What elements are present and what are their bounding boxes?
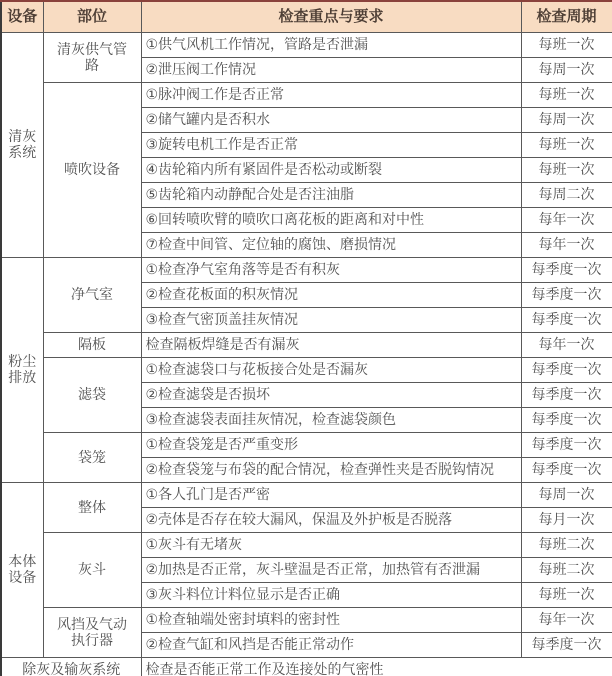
table-row-footer — [1, 658, 612, 676]
table-row — [1, 33, 612, 58]
requirement-cell: ②检查气缸和风挡是否能正常动作 — [141, 633, 521, 658]
footer-requirement-cell: 检查是否能正常工作及连接处的气密性 — [141, 658, 612, 676]
requirement-cell: ①检查袋笼是否严重变形 — [141, 433, 521, 458]
period-cell: 每季度一次 — [521, 283, 612, 308]
period-cell: 每季度一次 — [521, 633, 612, 658]
col-header-equipment: 设备 — [1, 1, 43, 33]
period-cell: 每班一次 — [521, 158, 612, 183]
period-cell: 每季度一次 — [521, 308, 612, 333]
table-row — [1, 83, 612, 108]
table-row — [1, 258, 612, 283]
part-cell: 净气室 — [43, 258, 141, 333]
period-cell: 每年一次 — [521, 208, 612, 233]
part-cell: 风挡及气动执行器 — [43, 608, 141, 658]
requirement-cell: ②加热是否正常，灰斗壁温是否正常，加热管有否泄漏 — [141, 558, 521, 583]
period-cell: 每月一次 — [521, 508, 612, 533]
requirement-cell: ②储气罐内是否积水 — [141, 108, 521, 133]
period-cell: 每班一次 — [521, 33, 612, 58]
inspection-table-header — [1, 1, 612, 33]
period-cell: 每班一次 — [521, 583, 612, 608]
requirement-cell: ③灰斗料位计料位显示是否正确 — [141, 583, 521, 608]
period-cell: 每季度一次 — [521, 433, 612, 458]
requirement-cell: ⑥回转喷吹臂的喷吹口离花板的距离和对中性 — [141, 208, 521, 233]
part-cell: 滤袋 — [43, 358, 141, 433]
col-header-part: 部位 — [43, 1, 141, 33]
part-cell: 喷吹设备 — [43, 83, 141, 258]
inspection-table-body — [1, 33, 612, 676]
requirement-cell: ③检查气密顶盖挂灰情况 — [141, 308, 521, 333]
requirement-cell: ①检查滤袋口与花板接合处是否漏灰 — [141, 358, 521, 383]
requirement-cell: ②检查花板面的积灰情况 — [141, 283, 521, 308]
part-cell: 袋笼 — [43, 433, 141, 483]
table-row — [1, 533, 612, 558]
period-cell: 每季度一次 — [521, 258, 612, 283]
period-cell: 每班一次 — [521, 133, 612, 158]
part-cell: 灰斗 — [43, 533, 141, 608]
part-cell: 清灰供气管路 — [43, 33, 141, 83]
requirement-cell: ⑦检查中间管、定位轴的腐蚀、磨损情况 — [141, 233, 521, 258]
table-row — [1, 358, 612, 383]
requirement-cell: ③旋转电机工作是否正常 — [141, 133, 521, 158]
requirement-cell: ①脉冲阀工作是否正常 — [141, 83, 521, 108]
equipment-group-cell: 粉尘排放 — [1, 258, 43, 483]
period-cell: 每周二次 — [521, 183, 612, 208]
requirement-cell: ②检查袋笼与布袋的配合情况，检查弹性夹是否脱钩情况 — [141, 458, 521, 483]
requirement-cell: ②泄压阀工作情况 — [141, 58, 521, 83]
part-cell: 整体 — [43, 483, 141, 533]
table-row — [1, 483, 612, 508]
period-cell: 每季度一次 — [521, 408, 612, 433]
requirement-cell: ⑤齿轮箱内动静配合处是否注油脂 — [141, 183, 521, 208]
period-cell: 每周一次 — [521, 108, 612, 133]
requirement-cell: ①供气风机工作情况，管路是否泄漏 — [141, 33, 521, 58]
part-cell: 隔板 — [43, 333, 141, 358]
requirement-cell: ①检查净气室角落等是否有积灰 — [141, 258, 521, 283]
period-cell: 每班二次 — [521, 558, 612, 583]
col-header-period: 检查周期 — [521, 1, 612, 33]
period-cell: 每季度一次 — [521, 358, 612, 383]
period-cell: 每季度一次 — [521, 383, 612, 408]
table-row — [1, 608, 612, 633]
period-cell: 每年一次 — [521, 233, 612, 258]
period-cell: 每周一次 — [521, 58, 612, 83]
requirement-cell: ②壳体是否存在较大漏风，保温及外护板是否脱落 — [141, 508, 521, 533]
footer-system-cell: 除灰及输灰系统 — [1, 658, 141, 676]
table-row — [1, 333, 612, 358]
period-cell: 每班二次 — [521, 533, 612, 558]
col-header-requirement: 检查重点与要求 — [141, 1, 521, 33]
requirement-cell: ①各人孔门是否严密 — [141, 483, 521, 508]
requirement-cell: ④齿轮箱内所有紧固件是否松动或断裂 — [141, 158, 521, 183]
period-cell: 每年一次 — [521, 333, 612, 358]
requirement-cell: ②检查滤袋是否损坏 — [141, 383, 521, 408]
requirement-cell: ①灰斗有无堵灰 — [141, 533, 521, 558]
requirement-cell: 检查隔板焊缝是否有漏灰 — [141, 333, 521, 358]
equipment-group-cell: 清灰系统 — [1, 33, 43, 258]
period-cell: 每季度一次 — [521, 458, 612, 483]
period-cell: 每年一次 — [521, 608, 612, 633]
period-cell: 每周一次 — [521, 483, 612, 508]
period-cell: 每班一次 — [521, 83, 612, 108]
table-row — [1, 433, 612, 458]
equipment-group-cell: 本体设备 — [1, 483, 43, 658]
requirement-cell: ①检查轴端处密封填料的密封性 — [141, 608, 521, 633]
requirement-cell: ③检查滤袋表面挂灰情况，检查滤袋颜色 — [141, 408, 521, 433]
